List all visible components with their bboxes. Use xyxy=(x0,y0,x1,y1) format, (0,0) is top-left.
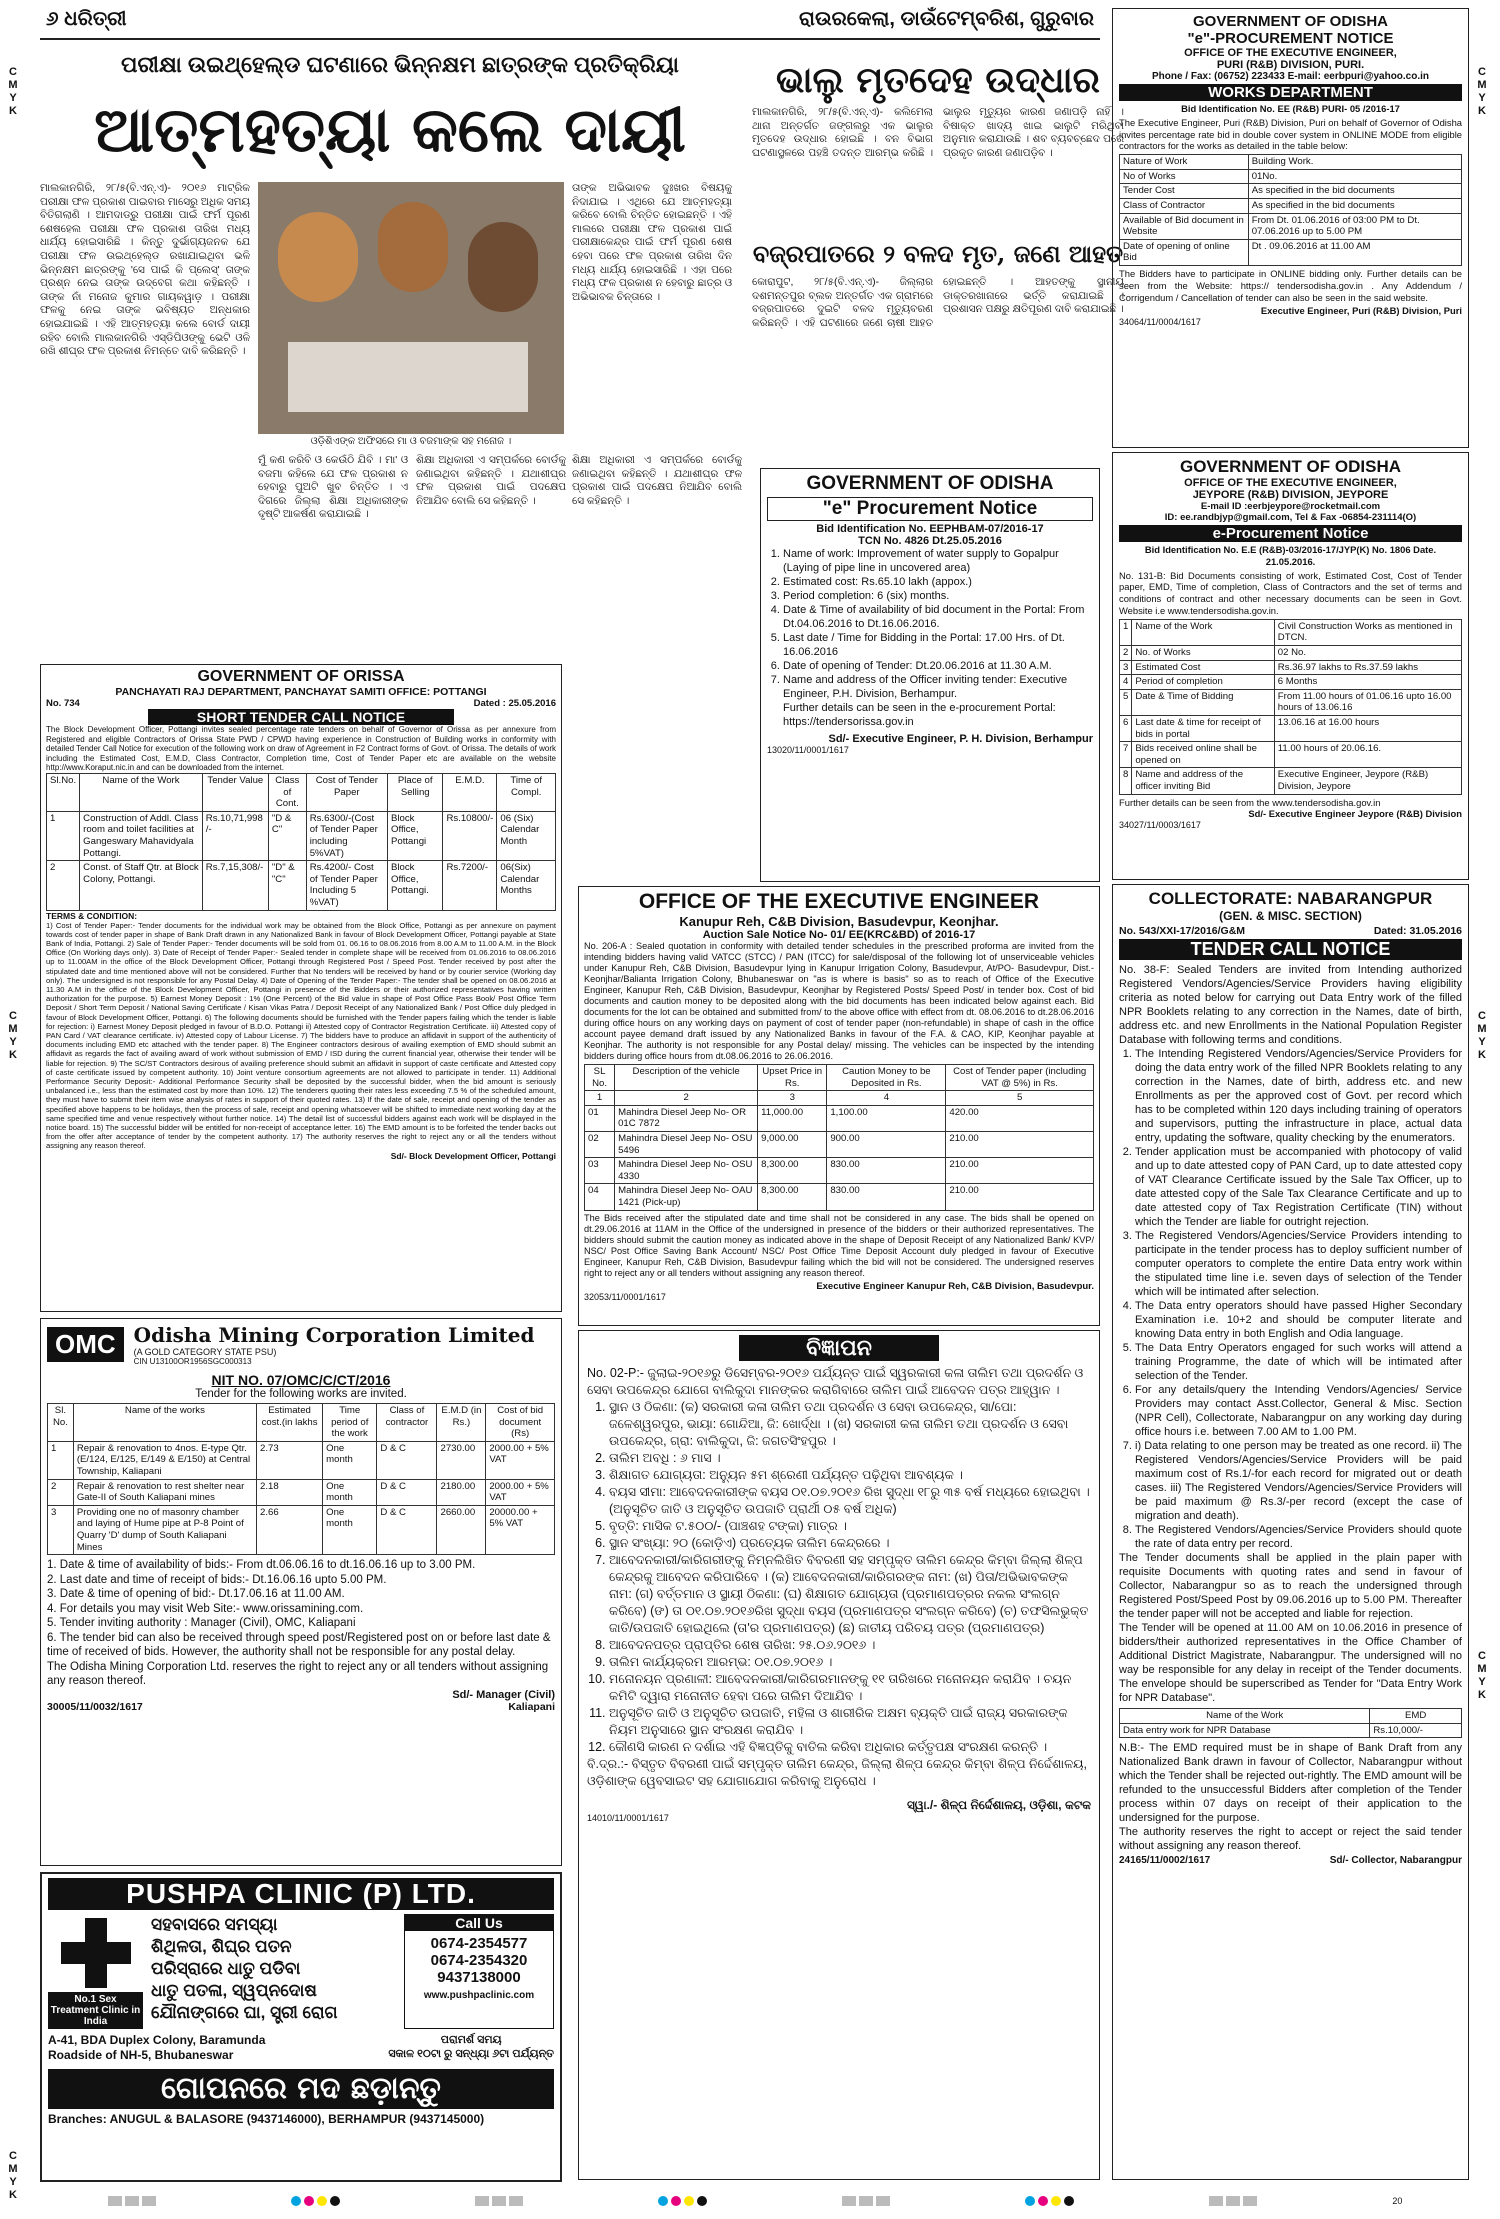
table-row xyxy=(48,1505,555,1554)
table-row xyxy=(1120,645,1462,660)
table-cell: 11,000.00 xyxy=(758,1105,827,1131)
table-cell: Providing one no of masonry chamber and laying of Hume pipe at P-8 Point of Quarry 'D' dump of South Kaliapani Mines xyxy=(73,1505,256,1554)
table-row xyxy=(1120,155,1462,170)
table-cell: 02 No. xyxy=(1274,645,1461,660)
table-cell: 2000.00 + 5% VAT xyxy=(486,1441,555,1479)
photo-person-icon xyxy=(378,202,448,292)
list-item: 6. Date of opening of Tender: Dt.20.06.2016 at 11.30 A.M. xyxy=(783,659,1093,673)
cmyk-marks-right-mid: C M Y K xyxy=(1477,1010,1487,1061)
list-item: 11. ଅନୁସୂଚିତ ଜାତି ଓ ଅନୁସୂଚିତ ଉପଜାତି, ମହିଳା ଓ ଶାରୀରିକ ଅକ୍ଷମ ବ୍ୟକ୍ତି ପାଇଁ ରାଜ୍ୟ ସରକାରଙ୍କ ନିୟମ ଅନୁସାରେ ସ୍ଥାନ ସଂରକ୍ଷଣ କରାଯିବ । xyxy=(609,1705,1091,1739)
ad-kanupur-auction: OFFICE OF THE EXECUTIVE ENGINEER Kanupur Reh, C&B Division, Basudevpur, Keonjhar. Auction Sale Notice No- 01/ EE(KRC&BD) of 2016-17 No. 206-A : Sealed quotation in conformity with detailed tender schedules in the prescribed proforma are invited from the intending bidders having valid VATCC (STCC) / PAN (ITCC) for sale/disposal of the following lot of unserviceable vehicles under Kanupur Reh, C&B Division, Basudevpur lying in Kanupur Irrigation Colony, Basudevpur, At/PO- Basudevpur, Dist.- Keonjhar/Balianta Irrigation Colony, Bhubaneswar on "as is where is basis" so as to reach of Office of the Executive Engineer, Kanupur Reh, C&B Division, Basudevpur, Keonjhar by Registered Posts/ Speed Post/ in tender box. Cost of bid documents and caution money to be deposited along with the bid documents has been indicated below against each. Bid documents for the lot can be obtained and submitted from/ to the above office with effect from dt. 08.06.2016 to dt.28.06.2016 during office hours on any working days on payment of cost of tender paper (non-refundable) in shape of cash in the office account payee demand draft issued by any Nationalized Banks in favour of the F.A. & CAO, KIP, Keonjhar payable at Keonjhar. The authority is not responsible for any Postal delay/ missing. The vehicles can be inspected by the intending bidders during office hours from dt.08.06.2016 to 26.06.2016. SL No. Description of the vehicle Upset Price in Rs. Caution Money to be Deposited in Rs. Cost of Tender paper (including VAT @ 5%) in Rs. 1 2 3 4 5 01 Mahindra Diesel Jeep No- OR 01C 7872 11,000.00 1,100.00 420.00 02 Mahindra Diesel Jeep No- OSU 5496 9,000.00 900.00 210.00 03 Mahindra Diesel Jeep No- OSU 4330 8,300.00 830.00 210.00 04 Mahindra Diesel Jeep No- OAU 1421 (Pick-up) 8,300.00 830.00 210.00 The Bids received after the stipulated date and time shall not be considered in any case. The bids shall be opened on dt.29.06.2016 at 11AM in the Office of the undersigned in presence of the bidders or their authorized representatives. The bidders should submit the caution money as indicated above in the shape of Deposit Receipt of any Nationalized Bank/ KVP/ NSC/ Post Office Saving Bank Account/ NSC/ Post Office Time Deposit Account duly pledged in favour of Executive Engineer, Kanupur Reh, C&B Division, Basudevpur failing which the bid will not be considered. The undersigned reserves right to reject any or all tenders without assigning any reason thereof. Executive Engineer Kanupur Reh, C&B Division, Basudevpur. 32053/11/0001/1617 xyxy=(578,886,1100,1326)
story1-headline: ଆତ୍ମହତ୍ୟା କଲେ ଦାୟୀ xyxy=(94,93,686,166)
table-cell: From Dt. 01.06.2016 of 03:00 PM to Dt. 07.06.2016 up to 5.00 PM xyxy=(1248,213,1461,239)
table-cell: Building Work. xyxy=(1248,155,1461,170)
table-header-cell: Name of the works xyxy=(73,1404,256,1442)
table-cell: D & C xyxy=(377,1505,437,1554)
story2-body: ମାଲକାନଗିରି, ୨୮/୫(ବି.ଏନ୍.ଏ)- କଲିମେଲା ଥାନା ଅନ୍ତର୍ଗତ ଜଙ୍ଗଲରୁ ଏକ ଭାଲୁର ମୃତଦେହ ଉଦ୍ଧାର ହୋଇଛି । ବନ ବିଭାଗ ଘଟଣାସ୍ଥଳରେ ପହଞ୍ଚି ତଦନ୍ତ ଆରମ୍ଭ କରିଛି । ଭାଲୁର ମୃତ୍ୟୁର କାରଣ ଜଣାପଡ଼ି ନାହିଁ । ବିଷାକ୍ତ ଖାଦ୍ୟ ଖାଇ ଭାଲୁଟି ମରିଥିବା ଅନୁମାନ କରାଯାଉଛି । ଶବ ବ୍ୟବଚ୍ଛେଦ ପରେ ପ୍ରକୃତ କାରଣ ଜଣାପଡ଼ିବ । xyxy=(752,107,1124,159)
table-cell: Mahindra Diesel Jeep No- OR 01C 7872 xyxy=(615,1105,758,1131)
table-cell: One month xyxy=(323,1441,377,1479)
table-cell: 02 xyxy=(585,1131,615,1157)
table-row xyxy=(1120,198,1462,213)
story3-body: କୋରାପୁଟ, ୨୮/୫(ବି.ଏନ୍.ଏ)- ଜିଲ୍ଲାର ଦଶମନ୍ତପୁର ବ୍ଲକ ଅନ୍ତର୍ଗତ ଏକ ଗ୍ରାମରେ ବଜ୍ରପାତରେ ଦୁଇଟି ବଳଦ ମୃତ୍ୟୁବରଣ କରିଛନ୍ତି । ଏହି ଘଟଣାରେ ଜଣେ ଚାଷୀ ଆହତ ହୋଇଛନ୍ତି । ଆହତଙ୍କୁ ସ୍ଥାନୀୟ ଡାକ୍ତରଖାନାରେ ଭର୍ତ୍ତି କରାଯାଇଛି । ପ୍ରଶାସନ ପକ୍ଷରୁ କ୍ଷତିପୂରଣ ଦାବି କରାଯାଇଛି । xyxy=(752,277,1124,329)
puri-tender-table xyxy=(1119,154,1462,266)
table-header-cell: 1 xyxy=(585,1091,615,1106)
table-cell: 210.00 xyxy=(946,1184,1094,1210)
table-cell: 1 xyxy=(1120,619,1132,645)
table-cell: 1 xyxy=(48,1441,74,1479)
table-header-cell: 4 xyxy=(827,1091,946,1106)
table-cell: 6 xyxy=(1120,715,1132,741)
table-cell: 11.00 hours of 20.06.16. xyxy=(1274,742,1461,768)
table-cell: Available of Bid document in Website xyxy=(1120,213,1249,239)
story1-col2: ତାଙ୍କ ଅଭିଭାବକ ଦୁଃଖର ବିଷୟକୁ ନିଦାଯାଇ । ଏଥିରେ ଯେ ଆତ୍ମହତ୍ୟା କରିବେ ବୋଲି ଚିନ୍ତିତ ହୋଇଛନ୍ତି । ଏହି ମାଲରେ ପରୀକ୍ଷା ଫଳ ପ୍ରକାଶ ପାଇଁ ପରୀକ୍ଷାକେନ୍ଦ୍ର ପାଇଁ ଫର୍ମ ପୂରଣ ଶେଷ ହେବା ପରେ ଫଳ ପ୍ରକାଶ ତାରିଖ ଦିନ ମଧ୍ୟ ଧାର୍ଯ୍ୟ ହୋଇସାରିଛି । ଏହା ପରେ ମଧ୍ୟ ଫଳ ପ୍ରକାଶ ନ ହେବାରୁ ଛାତ୍ର ଓ ଅଭିଭାବକ ଚିନ୍ତାରେ । xyxy=(572,183,732,303)
table-cell: As specified in the bid documents xyxy=(1248,198,1461,213)
list-item: 2. Tender application must be accompanied with photocopy of valid and up to date attested copy of PAN Card, up to date attested copy of VAT Clearance Certificate issued by the Sale Tax Officer, up to date attested copy of the Sale Tax Clearance Certificate and up to date attested copy of Tax Registration Certificate (TIN) without which the Tender are liable for outright rejection. xyxy=(1135,1145,1462,1229)
table-cell: One month xyxy=(323,1479,377,1505)
table-cell: 20000.00 + 5% VAT xyxy=(486,1505,555,1554)
list-item: 5. Tender inviting authority : Manager (Civil), OMC, Kaliapani xyxy=(47,1617,356,1630)
page-number-title: ୬ ଧରିତ୍ରୀ xyxy=(46,7,127,30)
cmyk-marks-right-low: C M Y K xyxy=(1477,1650,1487,1701)
table-cell: Last date & time for receipt of bids in portal xyxy=(1132,715,1274,741)
table-cell: 2.73 xyxy=(256,1441,322,1479)
table-cell: 06(Six) Calendar Months xyxy=(497,861,556,910)
list-item: 1. Date & time of availability of bids:- From dt.06.06.16 to dt.16.06.16 up to 3.00 PM. xyxy=(47,1559,476,1572)
table-cell: Rs.6300/-(Cost of Tender Paper including 5%VAT) xyxy=(306,811,387,860)
table-row xyxy=(585,1184,1094,1210)
table-cell: Dt . 09.06.2016 at 11.00 AM xyxy=(1248,239,1461,265)
table-cell: 5 xyxy=(1120,689,1132,715)
story1-col1: ମାଲକାନଗିରି, ୨୮/୫(ବି.ଏନ୍.ଏ)- ୨୦୧୬ ମାଟ୍ରିକ ପରୀକ୍ଷା ଫଳ ପ୍ରକାଶ ପାଇବାର ମାସେରୁ ଅଧିକ ସମୟ ବିତିଗଲାଣି । ଆମଦାଡ୍‌ରୁ ପରୀକ୍ଷା ପାଇଁ ଫର୍ମ ପୂରଣ ଶେଷହେଲ ପରୀକ୍ଷା ଫଳ ପ୍ରକାଶ ତାରିଖ ମଧ୍ୟ ଧାର୍ଯ୍ୟ ହୋଇସାରିଛି । କିନ୍ତୁ ଦୁର୍ଭାଗ୍ୟଜନକ ଯେ ପରୀକ୍ଷା ଫଳ ଉଇଥ୍‌ହେଲ୍ଡ ରଖାଯାଇଥିବା ଭଳି ଭିନ୍ନକ୍ଷମ ଛାତ୍ରଙ୍କୁ 'ସେ ପାଇଁ କି ପ୍ଲେସ୍' ତାଙ୍କ ପ୍ରଶ୍ନ ନେଇ ତାଙ୍କ ଉଦ୍‌ବେଗ କଥା କହିଛନ୍ତି । ତାଙ୍କ ନାଁ ମନୋଜ କୁମାର ଗାୟକୱାଡ଼ । ପରୀକ୍ଷା ଫଳକୁ ନେଇ ତାଙ୍କ ଭବିଷ୍ୟତ ଅନ୍ଧକାର ହୋଇଯାଇଛି । ଏହି ଆତ୍ମହତ୍ୟା କଲେ ବୋର୍ଡ ଦାୟୀ ରହିବ ବୋଲି ମାଲକାନଗିରି ଏସ୍‌ଡିପିଓଙ୍କୁ ଭେଟି ଓଳି ରଖି ଶୀଘ୍ର ଫଳ ପ୍ରକାଶ ନିମନ୍ତେ ଦାବି କରିଛନ୍ତି । xyxy=(40,183,250,358)
list-item: 3. The Registered Vendors/Agencies/Service Providers intending to participate in the tender process has to deploy sufficient number of computer operators to complete the entire Data entry work within the stipulated time line i.e. seven days of selection of the Tender which will be intimated after selection. xyxy=(1135,1229,1462,1299)
table-cell: 210.00 xyxy=(946,1158,1094,1184)
table-row xyxy=(1120,660,1462,675)
table-cell: 6 Months xyxy=(1274,675,1461,690)
table-row xyxy=(1120,619,1462,645)
omc-logo: OMC xyxy=(47,1327,124,1362)
table-cell: Repair & renovation to rest shelter near Gate-II of South Kaliapani mines xyxy=(73,1479,256,1505)
table-header-cell: Sl.No. xyxy=(47,773,80,811)
table-cell: Rs.4200/- Cost of Tender Paper Including 5 %VAT) xyxy=(306,861,387,910)
table-cell: 1 xyxy=(47,811,80,860)
list-item: 9. ତାଲିମ କାର୍ଯ୍ୟକ୍ରମ ଆରମ୍ଭ: ୦୧.୦୭.୨୦୧୬ । xyxy=(609,1654,1091,1671)
table-cell: 3 xyxy=(48,1505,74,1554)
ad-pottangi-short-tender: GOVERNMENT OF ORISSA PANCHAYATI RAJ DEPARTMENT, PANCHAYAT SAMITI OFFICE: POTTANGI No. 734 Dated : 25.05.2016 SHORT TENDER CALL NOTICE The Block Development Officer, Pottangi invites sealed percentage rate tenders on behalf of Governor of Orissa as per annexure from Registered and eligible Contractors of Orissa State PWD / CPWD having experience in Construction of Building works in conformity with detailed Tender Call Notice for execution of the following work on draw of Agreement in F2 Contract forms of Govt. of Orissa. The details of work including the Estimated Cost, E.M.D, Class Contractor, Completion time, Cost of Tender Paper etc are available on the website http://www.Koraput.nic.in and can be downloaded from the internet. Sl.No. Name of the Work Tender Value Class of Cont. Cost of Tender Paper Place of Selling E.M.D. Time of Compl. 1 Construction of Addl. Class room and toilet facilities at Gangeswary Mahavidyala Pottangi. Rs.10,71,998 /- "D & C" Rs.6300/-(Cost of Tender Paper including 5%VAT) Block Office, Pottangi Rs.10800/- 06 (Six) Calendar Month 2 Const. of Staff Qtr. at Block Colony, Pottangi. Rs.7,15,308/- "D" & "C" Rs.4200/- Cost of Tender Paper Including 5 %VAT) Block Office, Pottangi. Rs.7200/- 06(Six) Calendar Months TERMS & CONDITION: 1) Cost of Tender Paper:- Tender documents for the individual work may be obtained from the Block Office, Pottangi as per annexure on payment towards cost of tender paper in shape of Bank Draft drawn in any Nationalized Bank in favour of Block Development Officer, Pottangi payable at State Bank of India, Pottangi. 2) Sale of Tender Paper:- Tender documents will be sold from 01. 06.16 to 08.06.2016 from 8.00 A.M to 11.00 A.M. in the Block Office (On Working days only). 3) Date of Receipt of Tender Paper:- Sealed tender in complete shape will be received from 01.06.2016 to 08.06.2016 up to 11.00AM in the office of the Block Development Officer, Pottangi through Registered Post / Speed Post. Tender received by post after the stipulated date and time mentioned above will not be considered. Further that No tenders will be received by hand or by courier service (Working day only). The undersigned is not responsible for any Postal Delay. 4) Date of Opening of the Tender Paper:- The tender shall be opened on 08.06.2016 at 11.30 A.M in the office of the Block Development Officer, Pottangi in presence of the Bidders or their authorized representatives having written authorization for the purpose. 5) Earnest Money Deposit : 1% (One Percent) of the Bid value in shape of Post Office Pass Book/ Post Office Term Deposit / Short Term Deposit / National Saving Certificate / Kisan Vikas Patra / Deposit Receipt of any Nationalized Bank / Post Office duly pledged in favour of Block Development Officer, Pottangi. 6) The following documents should be furnished with the Tender papers failing which the tender is liable for rejection: i) Earnest Money Deposit pledged in favour of B.D.O. Pottangi ii) Attested copy of Contractor Registration Certificate. iii) Attested copy of PAN Card / VAT clearance certificate. iv) Attested copy of Labour License. 7) The bidders have to produce an affidavit in support of the authenticity of documents including EMD etc attached with the tender paper. 8) The Engineer contractors desirous of availing exemption of EMD should submit an affidavit as regards the fact of availing award of work without submission of EMD / ISD during the current financial year, otherwise their tender will be liable for rejection. 9) The SC/ST Contractors desirous of availing preference should submit an affidavit in support of caste certificate and Attested copy of caste certificate issued by competent authority. 10) Joint venture consortium agreements are not allowed to participate in tender. 11) Additional Performance Security Deposit:- Additional Performance Security shall be deposited by the successful bidder, when the bid amount is seriously unbalanced i.e., less than the estimated cost by more than 10%. 12) The tenderers quoting their rates less exceeding 7.5 % of the scheduled amount, they must have to submit their item wise analysis of rates in support of their quoted rates. 13) If the date of sale, receipt and opening of the tender as specified above happens to be holidays, then the process of sale, receipt and opening whatsoever will be shifted to immediate next working day at the same specified time and venue respectively without further notice. 14) The detail list of successful bidders against each work will be displayed in the notice board. 15) The successful bidder will be entitled for non-receipt of acceptance letter. 16) The EMD amount is to be forfeited the tender backs out from the offer after acceptance of tender by the competent authority. 17) The authority reserves the right to reject any or all the tenders without assigning any reason thereof. Sd/- Block Development Officer, Pottangi xyxy=(40,664,562,1312)
table-cell: Estimated Cost xyxy=(1132,660,1274,675)
table-cell: Name of the Work xyxy=(1132,619,1274,645)
edition-date: ରାଉରକେଲା, ଡାଉଁଟେମ୍ବରିଶ, ଗୁରୁବାର xyxy=(799,7,1094,30)
table-cell: 2180.00 xyxy=(437,1479,486,1505)
table-cell: 7 xyxy=(1120,742,1132,768)
table-cell: Rs.10800/- xyxy=(443,811,497,860)
list-item: 2. Last date and time of receipt of bids:- Dt.16.06.16 upto 5.00 PM. xyxy=(47,1573,387,1586)
table-cell: Class of Contractor xyxy=(1120,198,1249,213)
ad-nabarangpur-tender: COLLECTORATE: NABARANGPUR (GEN. & MISC. SECTION) No. 543/XXI-17/2016/G&M Dated: 31.05.2016 TENDER CALL NOTICE No. 38-F: Sealed Tenders are invited from Intending authorized Registered Vendors/Agencies/Service Providers having eligibility criteria as noted below for carrying out Data Entry work of the filled NPR Booklets relating to any correction in the Names, date of birth, address etc. and new Enrollments in the National Population Register Database with following terms and conditions. 1. The Intending Registered Vendors/Agencies/Service Providers for doing the data entry work of the filled NPR Booklets relating to any correction in the Names, date of birth, address etc. and new Enrollments as per the approved cost of Govt. per record which has to be completed within 120 days including training of operators and supervisors, putting the infrastructure in place, actual data entry, updating the software, quality checking by the enumerators. 2. Tender application must be accompanied with photocopy of valid and up to date attested copy of PAN Card, up to date attested copy of VAT Clearance Certificate issued by the Sale Tax Officer, up to date attested copy of the Sale Tax Clearance Certificate and up to date attested copy of Tax Registration Certificate (TIN) without which the Tender are liable for outright rejection. 3. The Registered Vendors/Agencies/Service Providers intending to participate in the tender process has to deploy sufficient number of computer operators to complete the entire Data entry work within the stipulated time line i.e. seven days of selection of the Tender which will be intimated after selection. 4. The Data entry operators should have passed Higher Secondary Examination i.e. 10+2 and should be computer literate and knowing Data entry in both English and Odia language. 5. The Data Entry Operators engaged for such works will attend a training Programme, the date of which will be intimated after selection of the Tender. 6. For any details/query the Intending Vendors/Agencies/ Service Providers may contact Asst.Collector, General & Misc. Section (NPR Cell), Collectorate, Nabarangpur on any working day during office hours i.e. between 7.00 AM to 1.00 PM. 7. i) Data relating to one person may be treated as one record. ii) The Registered Vendors/Agencies/Service Providers will be paid maximum cost of Rs.1/-for each record for migrated out or death cases. iii) The Registered Vendors/Agencies/Service Providers will be paid maximum @ Rs.3/-per record (except the case of migration and death). 8. The Registered Vendors/Agencies/Service Providers should quote the rate of data entry per record. The Tender documents shall be applied in the plain paper with requisite Documents with quoting rates and send in favour of Collector, Nabarangpur so as to reach the undersigned through Registered Post/Speed Post by 09.06.2016 up to 5.00 PM. Thereafter the tender paper will not be accepted and liable for rejection. The Tender will be opened at 11.00 AM on 10.06.2016 in presence of bidders/their authorized representatives in the Office Chamber of Additional District Magistrate, Nabarangpur. The undersigned will no way be responsible for any delay in receipt of the Tender documents. The envelope should be superscribed as Tender for "Data Entry Work for NPR Database". Name of the Work EMD Data entry work for NPR Database Rs.10,000/- N.B:- The EMD required must be in shape of Bank Draft from any Nationalized Bank drawn in favour of Collector, Nabarangpur without which the Tender shall be rejected out-rightly. The EMD amount will be refunded to the unsuccessful Bidders after completion of the Tender process within 07 days on receipt of their application to the undersigned for the purpose. The authority reserves the right to accept or reject the said tender without assigning any reason thereof. 24165/11/0002/1617 Sd/- Collector, Nabarangpur xyxy=(1112,884,1469,2180)
jeypore-tender-table xyxy=(1119,619,1462,795)
table-cell: Date & Time of Bidding xyxy=(1132,689,1274,715)
list-item: 4. ବୟସ ସୀମା: ଆବେଦନକାରୀଙ୍କ ବୟସ ୦୧.୦୭.୨୦୧୬ ରିଖ ସୁଦ୍ଧା ୧୮ରୁ ୩୫ ବର୍ଷ ମଧ୍ୟରେ ହୋଇଥିବା । (ଅନୁସୂଚିତ ଜାତି ଓ ଅନୁସୂଚିତ ଉପଜାତି ପ୍ରାର୍ଥୀ ୦୫ ବର୍ଷ ଅଧିକ) xyxy=(609,1484,1091,1518)
story1-col4: ଶିକ୍ଷା ଅଧିକାରୀ ଏ ସମ୍ପର୍କରେ ବୋର୍ଡକୁ ଜଣାଇଥିବା କହିଛନ୍ତି । ଯଥାଶୀଘ୍ର ଫଳ ପ୍ରକାଶ ପାଇଁ ପଦକ୍ଷେପ ନିଆଯିବ ବୋଲି ସେ କହିଛନ୍ତି । xyxy=(416,455,566,507)
table-cell: 01No. xyxy=(1248,169,1461,184)
page-header xyxy=(40,0,1100,40)
clinic-title: PUSHPA CLINIC (P) LTD. xyxy=(48,1878,554,1910)
cmyk-marks-left-bottom: C M Y K xyxy=(8,2150,18,2201)
table-cell: Mahindra Diesel Jeep No- OSU 4330 xyxy=(615,1158,758,1184)
table-cell: Rs.10,71,998 /- xyxy=(202,811,268,860)
table-cell: 2 xyxy=(1120,645,1132,660)
list-item: 7. ଆବେଦନକାରୀ/କାରିଗରୀଙ୍କୁ ନିମ୍ନଲିଖିତ ବିବରଣୀ ସହ ସମ୍ପୃକ୍ତ ତାଲିମ କେନ୍ଦ୍ର କିମ୍ବା ଜିଲ୍ଲା ଶିଳ୍ପ କେନ୍ଦ୍ରକୁ ଆବେଦନ କରିପାରିବେ । (କ) ଆବେଦନକାରୀ/କାରିଗରଙ୍କ ନାମ: (ଖ) ପିତା/ଅଭିଭାବକଙ୍କ ନାମ: (ଗ) ବର୍ତ୍ତମାନ ଓ ସ୍ଥାୟୀ ଠିକଣା: (ଘ) ଶିକ୍ଷାଗତ ଯୋଗ୍ୟତା (ପ୍ରମାଣପତ୍ରର ନକଲ ସଂଲଗ୍ନ କରିବେ) (ଙ) ତା ୦୧.୦୭.୨୦୧୬ରିଖ ସୁଦ୍ଧା ବୟସ (ପ୍ରମାଣପତ୍ର ସଂଲଗ୍ନ କରିବେ) (ଚ) ତଫସିଲଭୁକ୍ତ ଜାତି/ଉପଜାତି ହୋଇଥିଲେ (ତା'ର ପ୍ରମାଣପତ୍ର) (ଛ) ଜାତୀୟ ପରିଚୟ ପତ୍ର (ପ୍ରମାଣପତ୍ର) xyxy=(609,1552,1091,1637)
table-cell: Date of opening of online Bid xyxy=(1120,239,1249,265)
ad-omc-tender: OMC Odisha Mining Corporation Limited (A GOLD CATEGORY STATE PSU) CIN U13100OR1956SGC000313 NIT NO. 07/OMC/C/CT/2016 Tender for the following works are invited. Sl. No. Name of the works Estimated cost.(in lakhs Time period of the work Class of contractor E.M.D (in Rs.) Cost of bid document (Rs) 1 Repair & renovation to 4nos. E-type Qtr. (E/124, E/125, E/149 & E/150) at Central Township, Kaliapani 2.73 One month D & C 2730.00 2000.00 + 5% VAT 2 Repair & renovation to rest shelter near Gate-II of South Kaliapani mines 2.18 One month D & C 2180.00 2000.00 + 5% VAT 3 Providing one no of masonry chamber and laying of Hume pipe at P-8 Point of Quarry 'D' dump of South Kaliapani Mines 2.66 One month D & C 2660.00 20000.00 + 5% VAT 1. Date & time of availability of bids:- From dt.06.06.16 to dt.16.06.16 up to 3.00 PM. 2. Last date and time of receipt of bids:- Dt.16.06.16 upto 5.00 PM. 3. Date & time of opening of bid:- Dt.17.06.16 at 11.00 AM. 4. For details you may visit Web Site:- www.orissamining.com. 5. Tender inviting authority : Manager (Civil), OMC, Kaliapani 6. The tender bid can also be received through speed post/Registered post on or before last date & time of received of bids. However, the authority shall not be responsible for any postal delay. The Odisha Mining Corporation Ltd. reserves the right to reject any or all tenders without assigning any reason thereof. Sd/- Manager (Civil) 30005/11/0032/1617 Kaliapani xyxy=(40,1318,562,1866)
table-row xyxy=(47,861,556,910)
cmyk-marks-right-top: C M Y K xyxy=(1477,66,1487,117)
table-cell: Construction of Addl. Class room and toilet facilities at Gangeswary Mahavidyala Pottangi. xyxy=(80,811,203,860)
table-header-cell: Class of Cont. xyxy=(268,773,306,811)
table-cell: 900.00 xyxy=(827,1131,946,1157)
table-cell: Executive Engineer, Jeypore (R&B) Division, Jeypore xyxy=(1274,768,1461,794)
table-cell: Civil Construction Works as mentioned in DTCN. xyxy=(1274,619,1461,645)
list-item: 1. ସ୍ଥାନ ଓ ଠିକଣା: (କ) ସରକାରୀ କଳା ତାଲିମ ତଥା ପ୍ରଦର୍ଶନ ଓ ସେବା ଉପକେନ୍ଦ୍ର, ସା/ପୋ: ଜଳେଶ୍ୱରପୁର, ଭାୟା: ଗୋନ୍ଦିଆ, ଜି: ଖୋର୍ଦ୍ଧା । (ଖ) ସରକାରୀ କଳା ତାଲିମ ତଥା ପ୍ରଦର୍ଶନ ଓ ସେବା ଉପକେନ୍ଦ୍ର, ଗ୍ରା: ବାଲିକୁଦା, ଜି: ଜଗତସିଂହପୁର । xyxy=(609,1399,1091,1450)
table-row xyxy=(1120,742,1462,768)
table-row xyxy=(585,1105,1094,1131)
list-item: 10. ମନୋନୟନ ପ୍ରଣାଳୀ: ଆବେଦନକାରୀ/କାରିଗରମାନଙ୍କୁ ୧୧ ତାରିଖରେ ମନୋନୟନ କରାଯିବ । ଚୟନ କମିଟି ଦ୍ୱାରା ମନୋନୀତ ହେବା ପରେ ତାଲିମ ଦିଆଯିବ । xyxy=(609,1671,1091,1705)
table-cell: 03 xyxy=(585,1158,615,1184)
table-cell: 4 xyxy=(1120,675,1132,690)
list-item: 1. The Intending Registered Vendors/Agencies/Service Providers for doing the data entry work of the filled NPR Booklets relating to any correction in the Names, date of birth, address etc. and new Enrollments as per the approved cost of Govt. per record which has to be completed within 120 days including training of operators and supervisors, putting the infrastructure in place, actual data entry, updating the software, quality checking by the enumerators. xyxy=(1135,1047,1462,1145)
table-header-cell: Time of Compl. xyxy=(497,773,556,811)
kanupur-vehicle-table xyxy=(584,1064,1094,1211)
table-cell: Block Office, Pottangi xyxy=(387,811,442,860)
table-cell: "D" & "C" xyxy=(268,861,306,910)
story1-photo xyxy=(258,182,564,434)
phone-number[interactable]: 0674-2354577 xyxy=(430,1935,528,1952)
ad-puri-eprocurement: GOVERNMENT OF ODISHA "e"-PROCUREMENT NOTICE OFFICE OF THE EXECUTIVE ENGINEER, PURI (R&B) DIVISION, PURI. Phone / Fax: (06752) 223433 E-mail: eerbpuri@yahoo.co.in WORKS DEPARTMENT Bid Identification No. EE (R&B) PURI- 05 /2016-17 The Executive Engineer, Puri (R&B) Division, Puri on behalf of Governor of Odisha invites percentage rate bid in double cover system in ONLINE MODE from eligible contractors for the works as detailed in the table below: Nature of Work Building Work. No of Works 01No. Tender Cost As specified in the bid documents Class of Contractor As specified in the bid documents Available of Bid document in Website From Dt. 01.06.2016 of 03:00 PM to Dt. 07.06.2016 up to 5.00 PM Date of opening of online Bid Dt . 09.06.2016 at 11.00 AM The Bidders have to participate in ONLINE bidding only. Further details can be seen from the Website: https:// tendersodisha.gov.in . Any Addendum / Corrigendum / Cancellation of tender can also be seen in the said website. Executive Engineer, Puri (R&B) Division, Puri 34064/11/0004/1617 xyxy=(1112,8,1469,448)
clinic-website-link[interactable]: www.pushpaclinic.com xyxy=(423,1990,535,2001)
list-item: 7. i) Data relating to one person may be treated as one record. ii) The Registered Vendors/Agencies/Service Providers will be paid maximum cost of Rs.1/-for each record for migrated out or death cases. iii) The Registered Vendors/Agencies/Service Providers will be paid maximum @ Rs.3/-per record (except the case of migration and death). xyxy=(1135,1439,1462,1523)
list-item: The Odisha Mining Corporation Ltd. reserves the right to reject any or all tenders without assigning any reason thereof. xyxy=(47,1660,549,1688)
story3-headline: ବଜ୍ରପାତରେ ୨ ବଳଦ ମୃତ, ଜଣେ ଆହତ xyxy=(752,239,1124,268)
table-header-cell: 2 xyxy=(615,1091,758,1106)
table-header-cell: Sl. No. xyxy=(48,1404,74,1442)
list-item: 3. Date & time of opening of bid:- Dt.17.06.16 at 11.00 AM. xyxy=(47,1588,345,1601)
list-item: 6. For any details/query the Intending Vendors/Agencies/ Service Providers may contact Asst.Collector, General & Misc. Section (NPR Cell), Collectorate, Nabarangpur on any working day during office hours i.e. between 7.00 AM to 1.00 PM. xyxy=(1135,1383,1462,1439)
table-cell: No of Works xyxy=(1120,169,1249,184)
table-cell: Repair & renovation to 4nos. E-type Qtr. (E/124, E/125, E/149 & E/150) at Central Township, Kaliapani xyxy=(73,1441,256,1479)
table-cell: "D & C" xyxy=(268,811,306,860)
table-cell: Const. of Staff Qtr. at Block Colony, Pottangi. xyxy=(80,861,203,910)
list-item: 4. For details you may visit Web Site:- www.orissamining.com. xyxy=(47,1602,364,1615)
story2-headline: ଭାଲୁ ମୃତଦେହ ଉଦ୍ଧାର xyxy=(776,59,1100,101)
table-cell: From 11.00 hours of 01.06.16 upto 16.00 hours of 13.06.16 xyxy=(1274,689,1461,715)
table-cell: 2000.00 + 5% VAT xyxy=(486,1479,555,1505)
omc-works-table xyxy=(47,1403,555,1555)
table-cell: 420.00 xyxy=(946,1105,1094,1131)
table-cell: Name and address of the officer inviting Bid xyxy=(1132,768,1274,794)
registration-bar xyxy=(40,2190,1470,2212)
pottangi-work-table xyxy=(46,773,556,911)
table-row xyxy=(1120,675,1462,690)
story1-photo-caption: ଓଡ଼ିଶିଏଙ୍କ ଅଫିସରେ ମା ଓ ବଜମାଙ୍କ ସହ ମନୋଜ । xyxy=(310,436,512,447)
story1-col5: ଶିକ୍ଷା ଅଧିକାରୀ ଏ ସମ୍ପର୍କରେ ବୋର୍ଡକୁ ଜଣାଇଥିବା କହିଛନ୍ତି । ଯଥାଶୀଘ୍ର ଫଳ ପ୍ରକାଶ ପାଇଁ ପଦକ୍ଷେପ ନିଆଯିବ ବୋଲି ସେ କହିଛନ୍ତି । xyxy=(572,455,742,507)
table-row xyxy=(1120,184,1462,199)
table-header-cell: Name of the Work xyxy=(80,773,203,811)
table-row xyxy=(1120,768,1462,794)
table-cell: 2.66 xyxy=(256,1505,322,1554)
page-footer-number: 20 xyxy=(1392,2196,1403,2206)
cmyk-marks-left-mid: C M Y K xyxy=(8,1010,18,1061)
table-cell: Block Office, Pottangi. xyxy=(387,861,442,910)
table-header-cell: Class of contractor xyxy=(377,1404,437,1442)
list-item: 4. Date & Time of availability of bid document in the Portal: From Dt.04.06.2016 to Dt.16.06.2016. xyxy=(783,603,1093,631)
table-cell: 3 xyxy=(1120,660,1132,675)
table-header-cell: Cost of Tender paper (including VAT @ 5%) in Rs. xyxy=(946,1065,1094,1091)
table-header-cell: Tender Value xyxy=(202,773,268,811)
table-cell: As specified in the bid documents xyxy=(1248,184,1461,199)
table-cell: Mahindra Diesel Jeep No- OSU 5496 xyxy=(615,1131,758,1157)
ad-pushpa-clinic: PUSHPA CLINIC (P) LTD. No.1 Sex Treatment Clinic in India ସହବାସରେ ସମସ୍ୟା ଶିଥିଳତା, ଶିଘ୍ର ପତନ ପରିସ୍ରାରେ ଧାତୁ ପଡିବା ଧାତୁ ପତଳା, ସ୍ୱପ୍ନଦୋଷ ଯୌନାଙ୍ଗରେ ଘା, ସ୍ତ୍ରୀ ରୋଗ Call Us 0674-2354577 0674-2354320 9437138000 www.pushpaclinic.com A-41, BDA Duplex Colony, Baramunda Roadside of NH-5, Bhubaneswar ପରାମର୍ଶ ସମୟ ସକାଳ ୧୦ଟା ରୁ ସନ୍ଧ୍ୟା ୬ଟା ପର୍ଯ୍ୟନ୍ତ ଗୋପନରେ ମଦ ଛଡ଼ାନ୍ତୁ Branches: ANUGUL & BALASORE (9437146000), BERHAMPUR (9437145000) xyxy=(40,1872,562,2182)
list-item: 4. The Data entry operators should have passed Higher Secondary Examination i.e. 10+2 and should be computer literate and knowing Data entry in both English and Odia language. xyxy=(1135,1299,1462,1341)
table-header-cell: Caution Money to be Deposited in Rs. xyxy=(827,1065,946,1091)
medical-cross-icon xyxy=(61,1918,131,1988)
phone-number[interactable]: 9437138000 xyxy=(437,1969,521,1986)
table-header-cell: 5 xyxy=(946,1091,1094,1106)
nabarangpur-conditions xyxy=(1119,1047,1462,1551)
list-item: 3. ଶିକ୍ଷାଗତ ଯୋଗ୍ୟତା: ଅନ୍ୟୁନ ୫ମ ଶ୍ରେଣୀ ପର୍ଯ୍ୟନ୍ତ ପଢ଼ିଥିବା ଆବଶ୍ୟକ । xyxy=(609,1467,1091,1484)
table-cell: 01 xyxy=(585,1105,615,1131)
table-row xyxy=(585,1158,1094,1184)
table-header-cell: Estimated cost.(in lakhs xyxy=(256,1404,322,1442)
list-item: 6. The tender bid can also be received through speed post/Registered post on or before last date & time of received of bids. However, the authority shall not be responsible for any postal delay. xyxy=(47,1631,551,1659)
bigyapan-items xyxy=(587,1399,1091,1756)
table-row xyxy=(1120,169,1462,184)
story1-col3: ମୁଁ କଣ କରିବି ଓ କେଉଁଠି ଯିବି । ମା' ଓ ବଜମା କହିଲେ ଯେ ଫଳ ପ୍ରକାଶ ନ ହେବାରୁ ପୁଅଟି ଖୁବ ଚିନ୍ତିତ । ଏ ଦିଗରେ ଜିଲ୍ଲା ଶିକ୍ଷା ଅଧିକାରୀଙ୍କ ଦୃଷ୍ଟି ଆକର୍ଷଣ କରାଯାଇଛି । xyxy=(258,455,408,521)
photo-person-icon xyxy=(468,222,538,312)
table-header-cell: Upset Price in Rs. xyxy=(758,1065,827,1091)
table-cell: 2660.00 xyxy=(437,1505,486,1554)
table-cell: 8,300.00 xyxy=(758,1158,827,1184)
berhampur-items xyxy=(767,547,1093,701)
ad-berhampur-eprocurement: GOVERNMENT OF ODISHA "e" Procurement Notice Bid Identification No. EEPHBAM-07/2016-17 TCN No. 4826 Dt.25.05.2016 1. Name of work: Improvement of water supply to Gopalpur (Laying of pipe line in uncovered area) 2. Estimated cost: Rs.65.10 lakh (appox.) 3. Period completion: 6 (six) months. 4. Date & Time of availability of bid document in the Portal: From Dt.04.06.2016 to Dt.16.06.2016. 5. Last date / Time for Bidding in the Portal: 17.00 Hrs. of Dt. 16.06.2016 6. Date of opening of Tender: Dt.20.06.2016 at 11.30 A.M. 7. Name and address of the Officer inviting tender: Executive Engineer, P.H. Division, Berhampur. Further details can be seen in the e-procurement Portal: https://tendersorissa.gov.in Sd/- Executive Engineer, P. H. Division, Berhampur 13020/11/0001/1617 xyxy=(760,468,1100,882)
list-item: 5. Last date / Time for Bidding in the Portal: 17.00 Hrs. of Dt. 16.06.2016 xyxy=(783,631,1093,659)
table-cell: 210.00 xyxy=(946,1131,1094,1157)
list-item: 8. ଆବେଦନପତ୍ର ପ୍ରାପ୍ତିର ଶେଷ ତାରିଖ: ୨୫.୦୬.୨୦୧୬ । xyxy=(609,1637,1091,1654)
photo-person-icon xyxy=(278,212,358,302)
photo-desk xyxy=(288,342,528,412)
table-row xyxy=(48,1479,555,1505)
table-cell: 830.00 xyxy=(827,1158,946,1184)
table-cell: 830.00 xyxy=(827,1184,946,1210)
table-row xyxy=(1120,715,1462,741)
table-header-cell: E.M.D. xyxy=(443,773,497,811)
table-header-cell: E.M.D (in Rs.) xyxy=(437,1404,486,1442)
table-header-cell: Time period of the work xyxy=(323,1404,377,1442)
table-header-cell: 3 xyxy=(758,1091,827,1106)
table-cell: 8,300.00 xyxy=(758,1184,827,1210)
list-item: 2. Estimated cost: Rs.65.10 lakh (appox.) xyxy=(783,575,1093,589)
table-cell: 2.18 xyxy=(256,1479,322,1505)
ad-jeypore-eprocurement: GOVERNMENT OF ODISHA OFFICE OF THE EXECUTIVE ENGINEER, JEYPORE (R&B) DIVISION, JEYPORE E-mail ID :eerbjeypore@rocketmail.com ID: ee.randbjyp@gmail.com, Tel & Fax -06854-231114(O) e-Procurement Notice Bid Identification No. E.E (R&B)-03/2016-17/JYP(K) No. 1806 Date. 21.05.2016. No. 131-B: Bid Documents consisting of work, Estimated Cost, Cost of Tender paper, EMD, Time of completion, Class of Contractors and the set of terms and conditions of contract and other necessary documents can be seen in Govt. Website i.e www.tendersodisha.gov.in. 1 Name of the Work Civil Construction Works as mentioned in DTCN. 2 No. of Works 02 No. 3 Estimated Cost Rs.36.97 lakhs to Rs.37.59 lakhs 4 Period of completion 6 Months 5 Date & Time of Bidding From 11.00 hours of 01.06.16 upto 16.00 hours of 13.06.16 6 Last date & time for receipt of bids in portal 13.06.16 at 16.00 hours 7 Bids received online shall be opened on 11.00 hours of 20.06.16. 8 Name and address of the officer inviting Bid Executive Engineer, Jeypore (R&B) Division, Jeypore Further details can be seen from the www.tendersodisha.gov.in Sd/- Executive Engineer Jeypore (R&B) Division 34027/11/0003/1617 xyxy=(1112,452,1469,880)
table-cell: No. of Works xyxy=(1132,645,1274,660)
table-cell: Rs.7200/- xyxy=(443,861,497,910)
table-cell: D & C xyxy=(377,1441,437,1479)
nabarangpur-emd-table: Name of the Work EMD Data entry work for NPR Database Rs.10,000/- xyxy=(1119,1708,1462,1738)
table-row xyxy=(1120,213,1462,239)
cmyk-marks-left-top: C M Y K xyxy=(8,66,18,117)
table-cell: 8 xyxy=(1120,768,1132,794)
table-header-cell: Place of Selling xyxy=(387,773,442,811)
table-cell: D & C xyxy=(377,1479,437,1505)
table-cell: 2 xyxy=(47,861,80,910)
list-item: 3. Period completion: 6 (six) months. xyxy=(783,589,1093,603)
list-item: 5. ବୃତ୍ତି: ମାସିକ ଟ.୫୦୦/- (ପାଞ୍ଚଶହ ଟଙ୍କା) ମାତ୍ର । xyxy=(609,1518,1091,1535)
table-row xyxy=(47,811,556,860)
table-header-cell: Cost of Tender Paper xyxy=(306,773,387,811)
table-row xyxy=(585,1131,1094,1157)
story1-kicker: ପରୀକ୍ଷା ଉଇଥ୍‌ହେଲ୍ଡ ଘଟଣାରେ ଭିନ୍ନକ୍ଷମ ଛାତ୍ରଙ୍କ ପ୍ରତିକ୍ରିୟା xyxy=(121,52,679,77)
phone-number[interactable]: 0674-2354320 xyxy=(430,1952,528,1969)
table-header-cell: SL No. xyxy=(585,1065,615,1091)
table-cell: 9,000.00 xyxy=(758,1131,827,1157)
table-cell: 06 (Six) Calendar Month xyxy=(497,811,556,860)
list-item: 1. Name of work: Improvement of water supply to Gopalpur (Laying of pipe line in uncovered area) xyxy=(783,547,1093,575)
table-cell: Mahindra Diesel Jeep No- OAU 1421 (Pick-up) xyxy=(615,1184,758,1210)
table-cell: Period of completion xyxy=(1132,675,1274,690)
list-item: 5. The Data Entry Operators engaged for such works will attend a training Programme, the date of which will be intimated after selection of the Tender. xyxy=(1135,1341,1462,1383)
table-cell: 04 xyxy=(585,1184,615,1210)
table-cell: Rs.36.97 lakhs to Rs.37.59 lakhs xyxy=(1274,660,1461,675)
list-item: 6. ସ୍ଥାନ ସଂଖ୍ୟା: ୨୦ (କୋଡ଼ିଏ) ପ୍ରତ୍ୟେକ ତାଲିମ କେନ୍ଦ୍ରରେ । xyxy=(609,1535,1091,1552)
table-cell: 13.06.16 at 16.00 hours xyxy=(1274,715,1461,741)
table-cell: 2 xyxy=(48,1479,74,1505)
list-item: 2. ତାଲିମ ଅବଧି : ୬ ମାସ । xyxy=(609,1450,1091,1467)
table-cell: One month xyxy=(323,1505,377,1554)
list-item: 8. The Registered Vendors/Agencies/Service Providers should quote the rate of data entry per record. xyxy=(1135,1523,1462,1551)
table-cell: 1,100.00 xyxy=(827,1105,946,1131)
table-cell: Nature of Work xyxy=(1120,155,1249,170)
table-header-cell: Cost of bid document (Rs) xyxy=(486,1404,555,1442)
table-cell: Tender Cost xyxy=(1120,184,1249,199)
table-row xyxy=(1120,239,1462,265)
table-cell: Bids received online shall be opened on xyxy=(1132,742,1274,768)
list-item: 12. କୌଣସି କାରଣ ନ ଦର୍ଶାଇ ଏହି ବିଜ୍ଞପ୍ତିକୁ ବାତିଲ କରିବା ଅଧିକାର କର୍ତ୍ତୃପକ୍ଷ ସଂରକ୍ଷଣ କରନ୍ତି । xyxy=(609,1739,1091,1756)
table-header-cell: Description of the vehicle xyxy=(615,1065,758,1091)
list-item: 7. Name and address of the Officer inviting tender: Executive Engineer, P.H. Division, Berhampur. xyxy=(783,673,1093,701)
ad-bigyapan: ବିଜ୍ଞାପନ No. 02-P:- ଜୁଲାଇ-୨୦୧୬ରୁ ଡିସେମ୍ବର-୨୦୧୬ ପର୍ଯ୍ୟନ୍ତ ପାଇଁ ସ୍ୱରକାରୀ କଳା ତାଲିମ ତଥା ପ୍ରଦର୍ଶନ ଓ ସେବା ଉପକେନ୍ଦ୍ର ଯୋଗେ ବାଲିକୁଦା ମାନଙ୍କର କରାଗିବାରେ ତାଲିମ ପାଇଁ ଆବେଦନ ପତ୍ର ଆହ୍ୱାନ । 1. ସ୍ଥାନ ଓ ଠିକଣା: (କ) ସରକାରୀ କଳା ତାଲିମ ତଥା ପ୍ରଦର୍ଶନ ଓ ସେବା ଉପକେନ୍ଦ୍ର, ସା/ପୋ: ଜଳେଶ୍ୱରପୁର, ଭାୟା: ଗୋନ୍ଦିଆ, ଜି: ଖୋର୍ଦ୍ଧା । (ଖ) ସରକାରୀ କଳା ତାଲିମ ତଥା ପ୍ରଦର୍ଶନ ଓ ସେବା ଉପକେନ୍ଦ୍ର, ଗ୍ରା: ବାଲିକୁଦା, ଜି: ଜଗତସିଂହପୁର । 2. ତାଲିମ ଅବଧି : ୬ ମାସ । 3. ଶିକ୍ଷାଗତ ଯୋଗ୍ୟତା: ଅନ୍ୟୁନ ୫ମ ଶ୍ରେଣୀ ପର୍ଯ୍ୟନ୍ତ ପଢ଼ିଥିବା ଆବଶ୍ୟକ । 4. ବୟସ ସୀମା: ଆବେଦନକାରୀଙ୍କ ବୟସ ୦୧.୦୭.୨୦୧୬ ରିଖ ସୁଦ୍ଧା ୧୮ରୁ ୩୫ ବର୍ଷ ମଧ୍ୟରେ ହୋଇଥିବା । (ଅନୁସୂଚିତ ଜାତି ଓ ଅନୁସୂଚିତ ଉପଜାତି ପ୍ରାର୍ଥୀ ୦୫ ବର୍ଷ ଅଧିକ) 5. ବୃତ୍ତି: ମାସିକ ଟ.୫୦୦/- (ପାଞ୍ଚଶହ ଟଙ୍କା) ମାତ୍ର । 6. ସ୍ଥାନ ସଂଖ୍ୟା: ୨୦ (କୋଡ଼ିଏ) ପ୍ରତ୍ୟେକ ତାଲିମ କେନ୍ଦ୍ରରେ । 7. ଆବେଦନକାରୀ/କାରିଗରୀଙ୍କୁ ନିମ୍ନଲିଖିତ ବିବରଣୀ ସହ ସମ୍ପୃକ୍ତ ତାଲିମ କେନ୍ଦ୍ର କିମ୍ବା ଜିଲ୍ଲା ଶିଳ୍ପ କେନ୍ଦ୍ରକୁ ଆବେଦନ କରିପାରିବେ । (କ) ଆବେଦନକାରୀ/କାରିଗରଙ୍କ ନାମ: (ଖ) ପିତା/ଅଭିଭାବକଙ୍କ ନାମ: (ଗ) ବର୍ତ୍ତମାନ ଓ ସ୍ଥାୟୀ ଠିକଣା: (ଘ) ଶିକ୍ଷାଗତ ଯୋଗ୍ୟତା (ପ୍ରମାଣପତ୍ରର ନକଲ ସଂଲଗ୍ନ କରିବେ) (ଙ) ତା ୦୧.୦୭.୨୦୧୬ରିଖ ସୁଦ୍ଧା ବୟସ (ପ୍ରମାଣପତ୍ର ସଂଲଗ୍ନ କରିବେ) (ଚ) ତଫସିଲଭୁକ୍ତ ଜାତି/ଉପଜାତି ହୋଇଥିଲେ (ତା'ର ପ୍ରମାଣପତ୍ର) (ଛ) ଜାତୀୟ ପରିଚୟ ପତ୍ର (ପ୍ରମାଣପତ୍ର) 8. ଆବେଦନପତ୍ର ପ୍ରାପ୍ତିର ଶେଷ ତାରିଖ: ୨୫.୦୬.୨୦୧୬ । 9. ତାଲିମ କାର୍ଯ୍ୟକ୍ରମ ଆରମ୍ଭ: ୦୧.୦୭.୨୦୧୬ । 10. ମନୋନୟନ ପ୍ରଣାଳୀ: ଆବେଦନକାରୀ/କାରିଗରମାନଙ୍କୁ ୧୧ ତାରିଖରେ ମନୋନୟନ କରାଯିବ । ଚୟନ କମିଟି ଦ୍ୱାରା ମନୋନୀତ ହେବା ପରେ ତାଲିମ ଦିଆଯିବ । 11. ଅନୁସୂଚିତ ଜାତି ଓ ଅନୁସୂଚିତ ଉପଜାତି, ମହିଳା ଓ ଶାରୀରିକ ଅକ୍ଷମ ବ୍ୟକ୍ତି ପାଇଁ ରାଜ୍ୟ ସରକାରଙ୍କ ନିୟମ ଅନୁସାରେ ସ୍ଥାନ ସଂରକ୍ଷଣ କରାଯିବ । 12. କୌଣସି କାରଣ ନ ଦର୍ଶାଇ ଏହି ବିଜ୍ଞପ୍ତିକୁ ବାତିଲ କରିବା ଅଧିକାର କର୍ତ୍ତୃପକ୍ଷ ସଂରକ୍ଷଣ କରନ୍ତି । ବି.ଦ୍ର.:- ବିସ୍ତୃତ ବିବରଣୀ ପାଇଁ ସମ୍ପୃକ୍ତ ତାଲିମ କେନ୍ଦ୍ର, ଜିଲ୍ଲା ଶିଳ୍ପ କେନ୍ଦ୍ର କିମ୍ବା ଶିଳ୍ପ ନିର୍ଦ୍ଦେଶାଳୟ, ଓଡ଼ିଶାଙ୍କ ୱେବସାଇଟ ସହ ଯୋଗାଯୋଗ କରିବାକୁ ଅନୁରୋଧ । ସ୍ୱା./- ଶିଳ୍ପ ନିର୍ଦ୍ଦେଶାଳୟ, ଓଡ଼ିଶା, କଟକ 14010/11/0001/1617 xyxy=(578,1330,1100,2180)
table-cell: 2730.00 xyxy=(437,1441,486,1479)
table-row xyxy=(1120,689,1462,715)
table-row xyxy=(48,1441,555,1479)
table-cell: Rs.7,15,308/- xyxy=(202,861,268,910)
